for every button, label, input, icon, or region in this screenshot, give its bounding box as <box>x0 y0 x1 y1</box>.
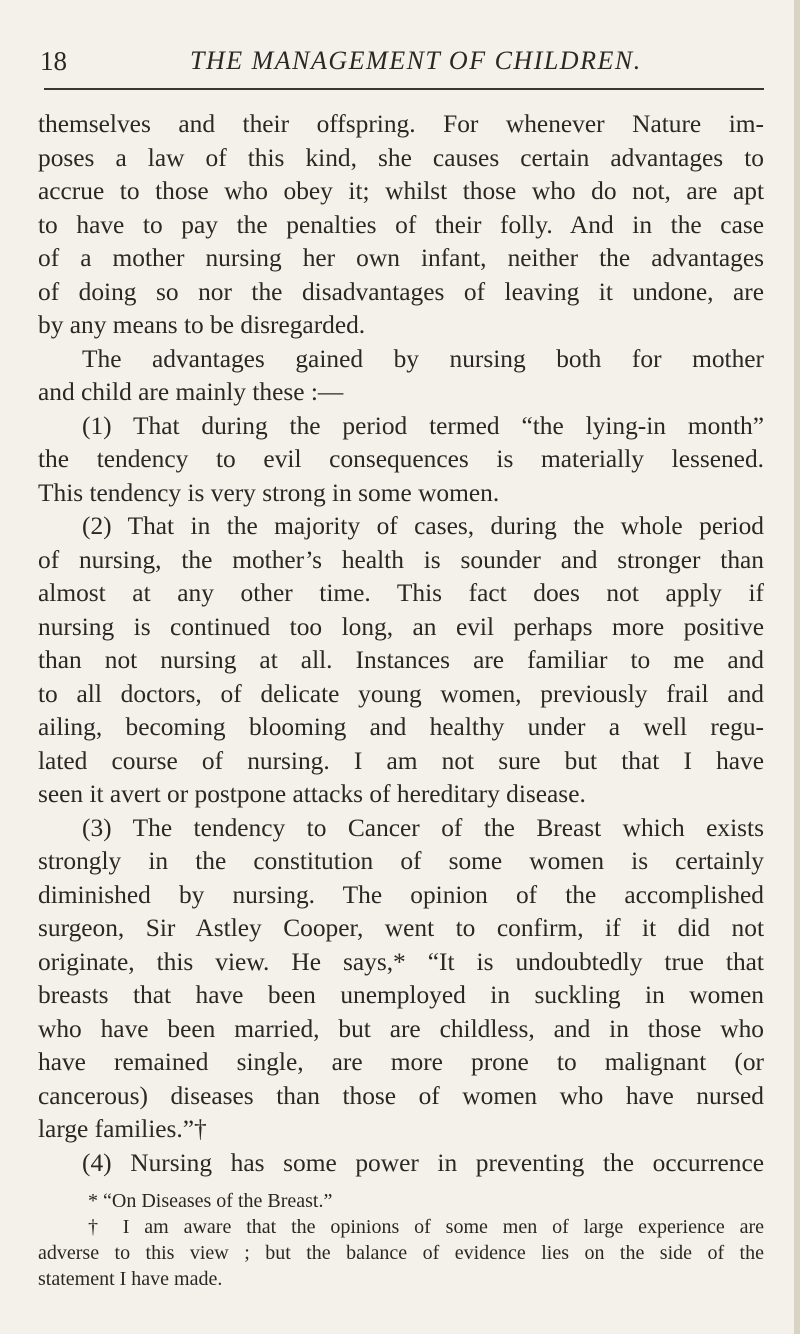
header-rule <box>44 88 764 90</box>
page-number: 18 <box>40 46 67 76</box>
page-edge <box>794 0 800 1334</box>
page-header <box>40 46 770 80</box>
text-line: large families.”† <box>38 1115 207 1143</box>
list-item-3-line: (3) The tendency to Cancer of the Breast which exists <box>82 813 764 842</box>
footnote-2: † I am aware that the opinions of some men of large experience are <box>88 1216 764 1238</box>
text-line: of nursing, the mother’s health is sounder and stronger than <box>38 545 764 574</box>
list-item-1-line: (1) That during the period termed “the lying-in month” <box>82 411 764 440</box>
list-item-4-line: (4) Nursing has some power in preventing the occurrence <box>82 1148 764 1177</box>
text-line: lated course of nursing. I am not sure but that I have <box>38 746 764 775</box>
text-line: ailing, becoming blooming and healthy under a well regu- <box>38 713 764 741</box>
text-line: diminished by nursing. The opinion of the accomplished <box>38 880 764 909</box>
footnote-2-cont: adverse to this view ; but the balance of evidence lies on the side of the <box>38 1242 764 1264</box>
text-line: breasts that have been unemployed in suckling in women <box>38 981 764 1009</box>
text-line: and child are mainly these :— <box>38 378 344 406</box>
text-line: almost at any other time. This fact does not apply if <box>38 579 764 607</box>
text-line: seen it avert or postpone attacks of hereditary disease. <box>38 780 586 808</box>
text-line: the tendency to evil consequences is materially lessened. <box>38 445 764 473</box>
list-item-2-line: (2) That in the majority of cases, during the whole period <box>82 512 764 540</box>
text-line: who have been married, but are childless, and in those who <box>38 1014 764 1043</box>
text-line: strongly in the constitution of some women is certainly <box>38 847 764 875</box>
text-line: cancerous) diseases than those of women who have nursed <box>38 1081 764 1110</box>
section-lead-line: The advantages gained by nursing both for mother <box>82 344 764 373</box>
body-text <box>38 108 764 1180</box>
running-title: THE MANAGEMENT OF CHILDREN. <box>190 46 642 75</box>
text-line: to all doctors, of delicate young women, previously frail and <box>38 679 764 708</box>
text-line: of doing so nor the disadvantages of leaving it undone, are <box>38 277 764 306</box>
footnote-1: * “On Diseases of the Breast.” <box>88 1190 333 1212</box>
text-line: originate, this view. He says,* “It is undoubtedly true that <box>38 947 764 976</box>
text-line: have remained single, are more prone to malignant (or <box>38 1048 764 1076</box>
text-line: to have to pay the penalties of their folly. And in the case <box>38 210 764 239</box>
text-line: themselves and their offspring. For whenever Nature im- <box>38 110 764 138</box>
text-line: accrue to those who obey it; whilst those who do not, are apt <box>38 177 764 205</box>
text-line: This tendency is very strong in some women. <box>38 478 500 507</box>
text-line: than not nursing at all. Instances are familiar to me and <box>38 646 764 674</box>
footnotes <box>38 1188 764 1292</box>
footnote-2-end: statement I have made. <box>38 1268 223 1290</box>
text-line: by any means to be disregarded. <box>38 311 366 339</box>
text-line: nursing is continued too long, an evil perhaps more positive <box>38 612 764 641</box>
text-line: poses a law of this kind, she causes certain advantages to <box>38 143 764 172</box>
text-line: of a mother nursing her own infant, neither the advantages <box>38 244 764 272</box>
text-line: surgeon, Sir Astley Cooper, went to confirm, if it did not <box>38 914 764 942</box>
